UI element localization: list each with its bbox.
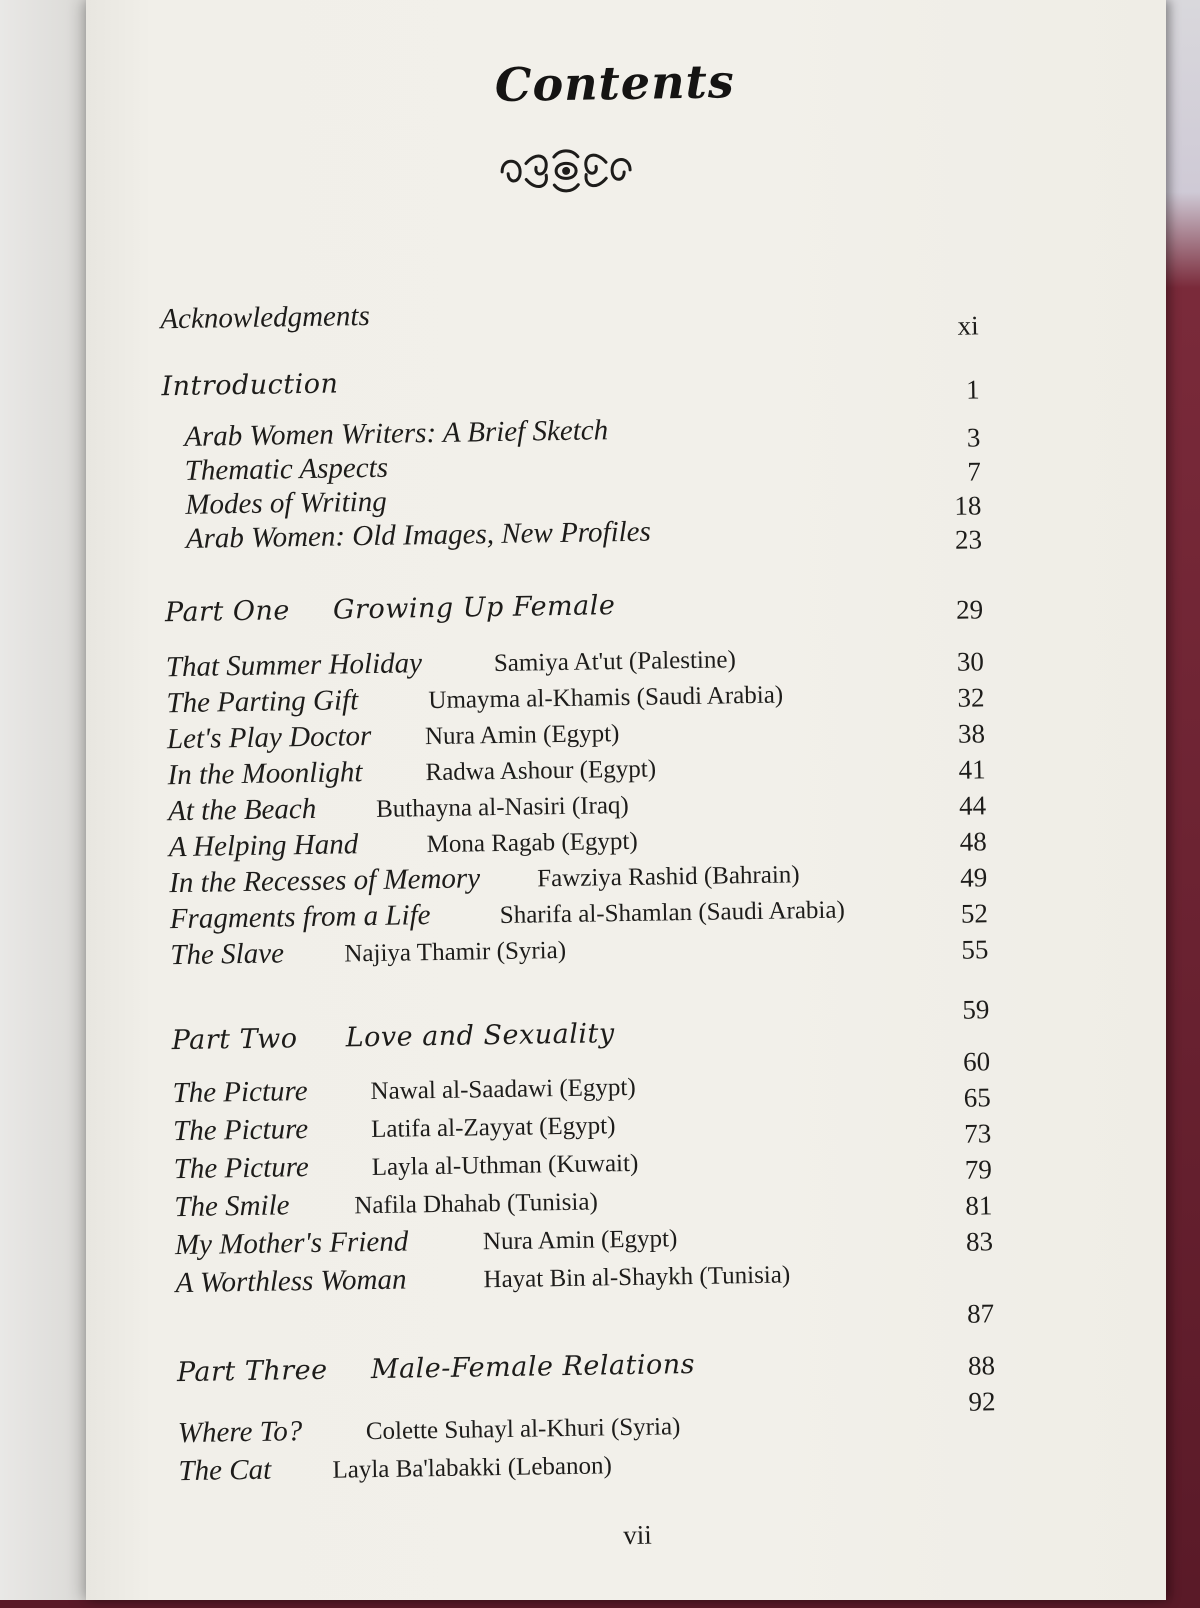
toc-page-number: 44 bbox=[958, 790, 987, 821]
toc-page-number: 79 bbox=[964, 1154, 993, 1185]
story-title: The Slave bbox=[170, 937, 285, 972]
story-title: The Smile bbox=[174, 1189, 290, 1224]
story-title: In the Moonlight bbox=[167, 756, 363, 792]
toc-page-number: 87 bbox=[966, 1298, 995, 1329]
toc-page-number: 88 bbox=[967, 1350, 996, 1381]
toc-page-number: 83 bbox=[965, 1226, 994, 1257]
story-title: The Picture bbox=[172, 1075, 308, 1110]
toc-entry-subsection: Thematic Aspects bbox=[184, 451, 389, 487]
toc-entry-subsection: Arab Women: Old Images, New Profiles bbox=[185, 515, 652, 555]
toc-page-number: 60 bbox=[962, 1046, 991, 1077]
page-title: Contents bbox=[494, 54, 736, 112]
story-author: Layla Ba'labakki (Lebanon) bbox=[332, 1452, 613, 1484]
part-label: Part One bbox=[164, 595, 291, 629]
story-title: The Parting Gift bbox=[166, 684, 359, 720]
story-author: Nawal al-Saadawi (Egypt) bbox=[370, 1073, 636, 1106]
story-title: Where To? bbox=[177, 1415, 303, 1450]
page-content bbox=[74, 0, 1179, 1608]
story-title: My Mother's Friend bbox=[174, 1225, 409, 1262]
toc-page-number: xi bbox=[957, 310, 979, 341]
story-title: Fragments from a Life bbox=[169, 899, 431, 936]
toc-page-number: 92 bbox=[968, 1386, 996, 1417]
story-author: Nura Amin (Egypt) bbox=[424, 720, 620, 751]
story-title: Let's Play Doctor bbox=[166, 719, 372, 756]
toc-entry-subsection: Modes of Writing bbox=[185, 485, 387, 521]
story-title: That Summer Holiday bbox=[165, 647, 423, 684]
toc-page-number: 41 bbox=[958, 754, 986, 785]
toc-entry-subsection: Arab Women Writers: A Brief Sketch bbox=[183, 414, 609, 453]
story-title: The Picture bbox=[173, 1151, 310, 1186]
toc-page-number: 52 bbox=[960, 898, 989, 929]
toc-page-number: 38 bbox=[957, 718, 986, 749]
part-heading: Male-Female Relations bbox=[370, 1348, 696, 1386]
toc-page-number: 18 bbox=[954, 490, 982, 521]
story-author: Nura Amin (Egypt) bbox=[482, 1225, 678, 1256]
part-heading: Love and Sexuality bbox=[345, 1018, 615, 1054]
story-title: At the Beach bbox=[167, 792, 317, 828]
toc-page-number: 81 bbox=[965, 1190, 993, 1221]
story-author: Layla al-Uthman (Kuwait) bbox=[371, 1149, 639, 1182]
story-title: A Worthless Woman bbox=[175, 1263, 407, 1300]
story-author: Fawziya Rashid (Bahrain) bbox=[537, 861, 800, 893]
toc-page-number: 29 bbox=[955, 594, 984, 625]
story-author: Hayat Bin al-Shaykh (Tunisia) bbox=[483, 1261, 791, 1294]
story-author: Latifa al-Zayyat (Egypt) bbox=[370, 1112, 616, 1144]
toc-page-number: 49 bbox=[960, 862, 988, 893]
toc-page-number: 7 bbox=[967, 456, 982, 487]
toc-page-number: 59 bbox=[962, 994, 990, 1025]
toc-page-number: 48 bbox=[959, 826, 987, 857]
toc-page-number: 30 bbox=[956, 646, 985, 677]
toc-page-number: 3 bbox=[966, 422, 981, 453]
story-author: Radwa Ashour (Egypt) bbox=[425, 755, 657, 787]
story-title: In the Recesses of Memory bbox=[168, 862, 481, 900]
toc-page-number: 65 bbox=[963, 1082, 991, 1113]
part-heading: Growing Up Female bbox=[332, 590, 616, 626]
story-title: A Helping Hand bbox=[168, 828, 359, 864]
toc-entry-introduction: Introduction bbox=[161, 368, 339, 403]
ornament-icon bbox=[496, 146, 637, 196]
story-author: Mona Ragab (Egypt) bbox=[426, 827, 638, 859]
toc-entry-acknowledgments: Acknowledgments bbox=[160, 299, 371, 336]
toc-page-number: 32 bbox=[957, 682, 985, 713]
book-page bbox=[86, 0, 1166, 1600]
toc-page-number: 23 bbox=[954, 524, 983, 555]
story-author: Colette Suhayl al-Khuri (Syria) bbox=[365, 1413, 681, 1446]
story-author: Najiya Thamir (Syria) bbox=[344, 936, 567, 968]
story-author: Umayma al-Khamis (Saudi Arabia) bbox=[428, 681, 784, 715]
toc-page-number: 55 bbox=[961, 934, 989, 965]
story-author: Samiya At'ut (Palestine) bbox=[493, 646, 736, 678]
story-author: Nafila Dhahab (Tunisia) bbox=[354, 1188, 599, 1220]
toc-page-number: 1 bbox=[965, 374, 980, 405]
story-title: The Cat bbox=[178, 1453, 272, 1488]
part-label: Part Two bbox=[171, 1023, 298, 1057]
story-author: Sharifa al-Shamlan (Saudi Arabia) bbox=[499, 896, 846, 929]
page-number-folio: vii bbox=[623, 1519, 653, 1551]
story-author: Buthayna al-Nasiri (Iraq) bbox=[375, 791, 629, 823]
story-title: The Picture bbox=[172, 1113, 309, 1148]
toc-page-number: 73 bbox=[964, 1118, 992, 1149]
part-label: Part Three bbox=[176, 1354, 328, 1389]
